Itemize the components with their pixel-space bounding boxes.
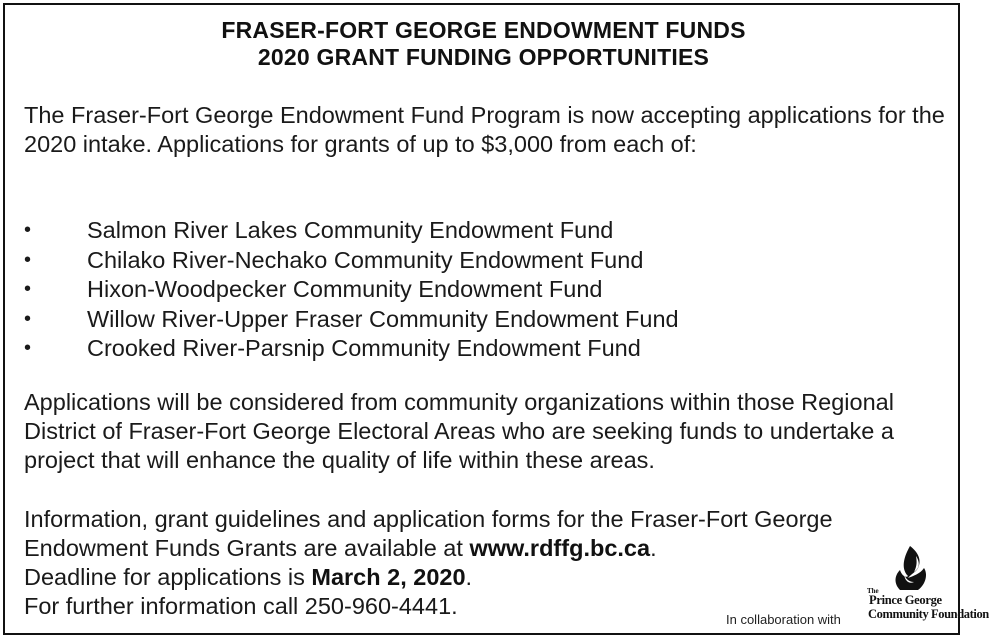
logo-text-line-1: Prince George xyxy=(869,593,942,607)
info-line-2 xyxy=(24,534,959,563)
deadline-line xyxy=(24,563,959,592)
eligibility-paragraph: Applications will be considered from community organizations within those Regional District of Fraser-Fort George Electoral Areas who are seeking funds to undertake a project that will enhance the quality of life within these areas. xyxy=(24,389,894,473)
bullet-icon: • xyxy=(24,248,32,271)
fund-list xyxy=(24,216,924,364)
bullet-icon: • xyxy=(24,278,32,300)
flame-icon xyxy=(880,544,940,592)
bullet-icon: • xyxy=(24,219,32,241)
foundation-logo xyxy=(862,544,989,628)
fund-list-item xyxy=(24,216,924,246)
deadline-end: . xyxy=(465,564,473,590)
intro-paragraph: The Fraser-Fort George Endowment Fund Program is now accepting applications for the 2020 intake. Applications for grants of up to $3,000 from each of: xyxy=(24,102,945,157)
fund-name: Chilako River-Nechako Community Endowment Fund xyxy=(87,246,644,273)
info-line-2-text: Endowment Funds Grants are available at xyxy=(24,535,470,561)
info-paragraph xyxy=(24,505,959,621)
fund-name: Hixon-Woodpecker Community Endowment Fund xyxy=(87,276,603,302)
phone-line: For further information call 250-960-4441. xyxy=(24,593,458,619)
fund-name: Crooked River-Parsnip Community Endowment Fund xyxy=(87,335,641,361)
logo-the: The xyxy=(867,587,879,595)
website-link[interactable]: www.rdffg.bc.ca xyxy=(469,535,651,561)
fund-list-item xyxy=(24,275,924,305)
fund-list-item xyxy=(24,334,924,364)
fund-list-item xyxy=(24,305,924,335)
fund-name: Willow River-Upper Fraser Community Endowment Fund xyxy=(87,305,679,332)
ad-title-line-1: FRASER-FORT GEORGE ENDOWMENT FUNDS xyxy=(221,17,746,43)
ad-title-line-2: 2020 GRANT FUNDING OPPORTUNITIES xyxy=(257,44,710,70)
info-line-1: Information, grant guidelines and application forms for the Fraser-Fort George xyxy=(24,506,833,532)
bullet-icon: • xyxy=(24,307,32,330)
deadline-date: March 2, 2020 xyxy=(311,564,466,590)
deadline-label: Deadline for applications is xyxy=(24,564,312,590)
fund-list-item xyxy=(24,246,924,276)
fund-name: Salmon River Lakes Community Endowment Fund xyxy=(87,217,614,243)
bullet-icon: • xyxy=(24,337,32,359)
collaboration-text: In collaboration with xyxy=(726,612,841,627)
info-line-2-end: . xyxy=(650,535,657,561)
logo-text-line-2: Community Foundation xyxy=(868,607,989,621)
